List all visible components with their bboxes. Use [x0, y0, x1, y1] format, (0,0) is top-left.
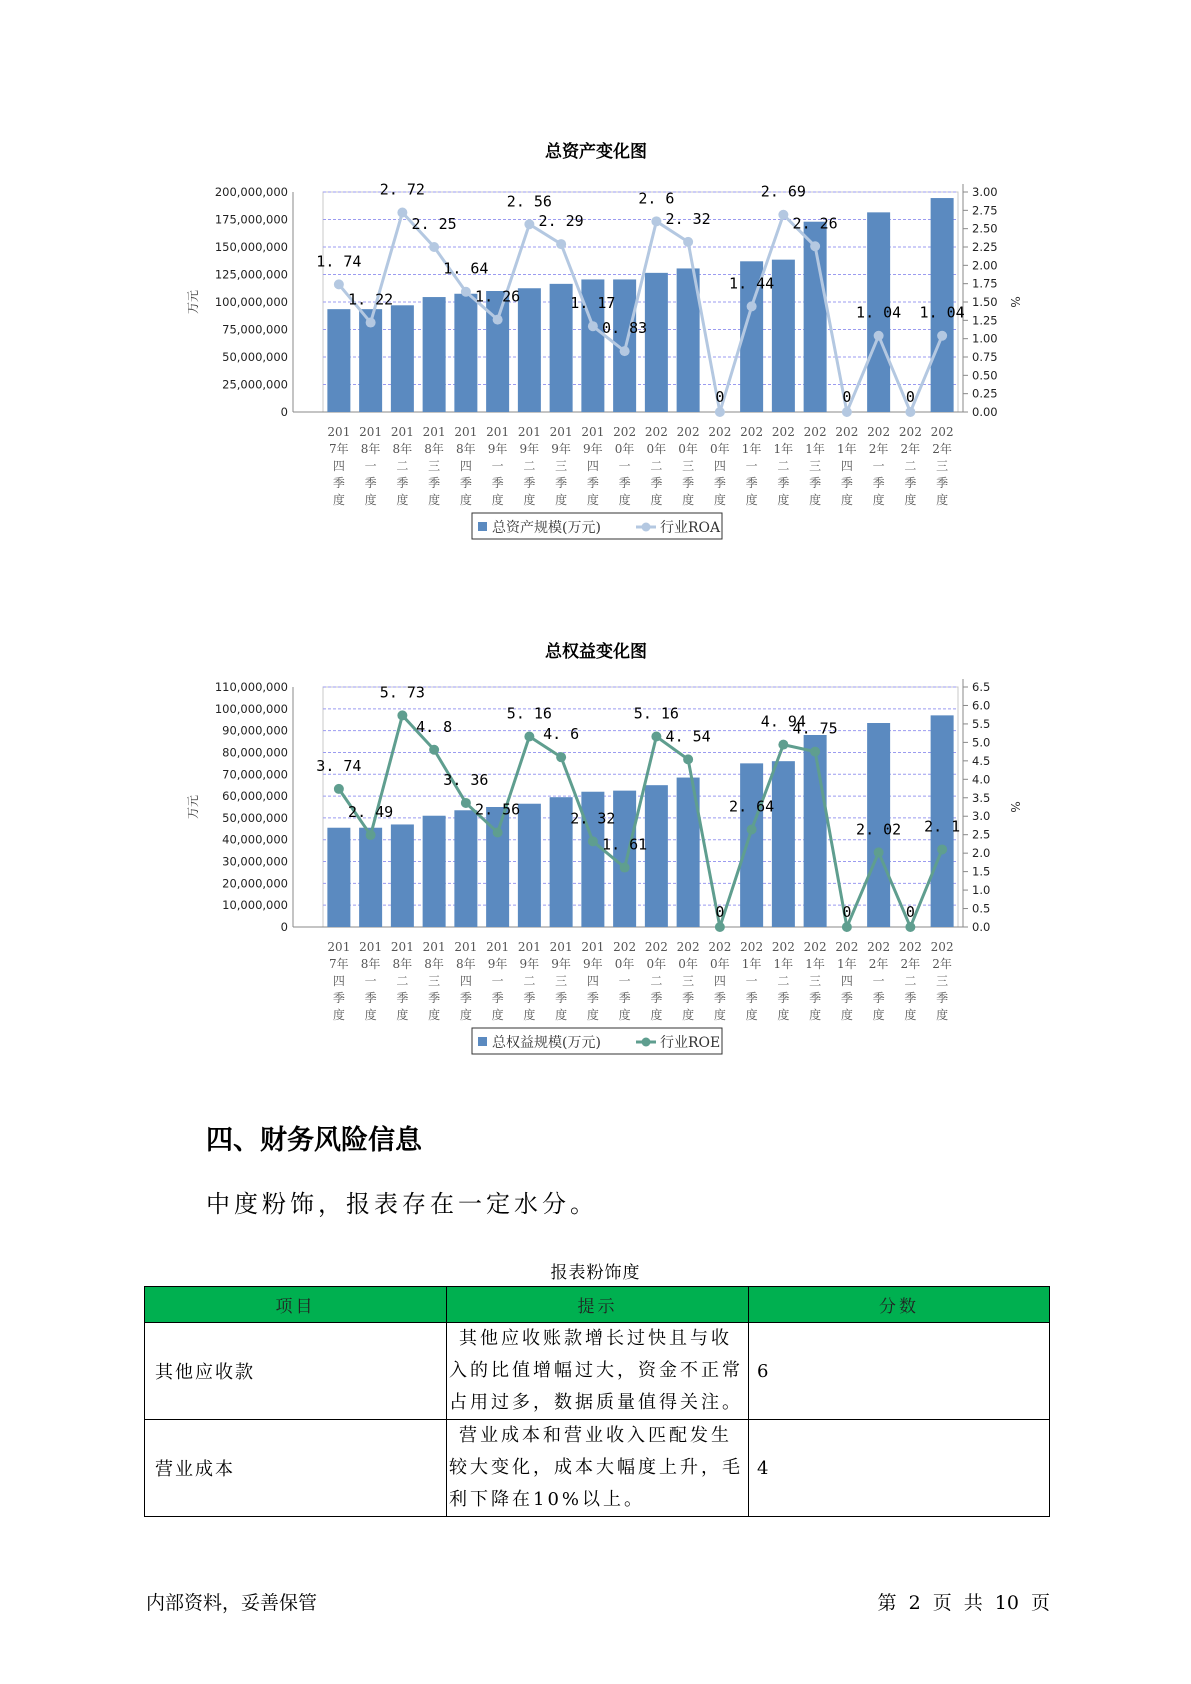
data-label: 4. 75 — [792, 719, 838, 738]
data-label: 1. 26 — [475, 287, 521, 306]
line-point — [810, 241, 820, 251]
line-point — [874, 847, 884, 857]
x-tick-label: 202 2年三季度 — [930, 940, 954, 1022]
chart-title: 总资产变化图 — [545, 142, 647, 162]
x-tick-label: 202 1年四季度 — [835, 425, 859, 507]
plot-group — [186, 679, 1022, 1054]
y-tick-label: 30,000,000 — [222, 854, 288, 869]
y2-tick-label: 3.00 — [972, 185, 998, 199]
data-label: 2. 56 — [506, 192, 552, 211]
line-point — [397, 710, 407, 720]
x-tick-label: 202 1年三季度 — [803, 425, 827, 507]
bar — [772, 761, 795, 927]
y2-tick-label: 3.0 — [972, 809, 991, 824]
chart-title: 总权益变化图 — [545, 642, 647, 662]
y-tick-label: 100,000,000 — [214, 295, 288, 309]
footer-page-number: 第 2 页 共 10 页 — [877, 1592, 1050, 1614]
line-point — [651, 216, 661, 226]
bar — [613, 791, 636, 927]
line-point — [461, 287, 471, 297]
y2-tick-label: 2.75 — [972, 203, 998, 218]
line-point — [524, 219, 534, 229]
line-point — [429, 745, 439, 755]
x-tick-label: 201 9年一季度 — [486, 940, 510, 1022]
data-label: 2. 32 — [570, 809, 616, 828]
line-point — [429, 242, 439, 252]
data-label: 1. 17 — [570, 294, 616, 313]
y2-tick-label: 1.00 — [972, 331, 998, 346]
data-label: 4. 8 — [416, 717, 453, 736]
x-tick-label: 201 8年一季度 — [359, 425, 383, 507]
x-tick-label: 202 0年一季度 — [613, 425, 637, 507]
data-label: 0 — [905, 903, 915, 921]
x-tick-label: 201 9年二季度 — [517, 940, 541, 1022]
legend-bar-swatch — [478, 522, 487, 531]
data-label: 1. 04 — [919, 303, 965, 322]
legend-line-marker — [642, 523, 651, 532]
line-point — [747, 825, 757, 835]
data-label: 2. 49 — [348, 803, 394, 822]
y-tick-label: 0 — [280, 920, 288, 934]
data-label: 0 — [715, 903, 725, 921]
data-label: 4. 54 — [665, 727, 711, 746]
bar — [550, 284, 573, 412]
y2-axis-label: % — [1008, 296, 1022, 308]
bar — [327, 309, 350, 412]
x-tick-label: 202 2年一季度 — [867, 425, 891, 507]
line-point — [715, 922, 725, 932]
data-label: 5. 73 — [379, 683, 425, 702]
data-label: 2. 32 — [665, 209, 711, 228]
x-tick-label: 201 9年一季度 — [486, 425, 510, 507]
line-point — [366, 830, 376, 840]
x-tick-label: 201 7年四季度 — [327, 940, 351, 1022]
data-label: 5. 16 — [506, 704, 552, 723]
header-item: 项目 — [145, 1287, 447, 1323]
line-point — [334, 279, 344, 289]
x-tick-label: 202 1年一季度 — [740, 940, 764, 1022]
bar — [740, 763, 763, 927]
line-point — [397, 208, 407, 218]
y-tick-label: 50,000,000 — [222, 810, 288, 825]
line-point — [715, 407, 725, 417]
x-tick-label: 202 2年三季度 — [930, 425, 954, 507]
y-tick-label: 20,000,000 — [222, 876, 288, 891]
line-point — [810, 747, 820, 757]
cell-item: 营业成本 — [145, 1420, 447, 1517]
y-tick-label: 0 — [280, 405, 288, 419]
data-label: 0 — [715, 388, 725, 406]
x-tick-label: 202 1年四季度 — [835, 940, 859, 1022]
x-tick-label: 201 8年四季度 — [454, 425, 478, 507]
y2-tick-label: 1.50 — [972, 295, 998, 309]
line-point — [937, 844, 947, 854]
x-tick-label: 201 8年四季度 — [454, 940, 478, 1022]
line-point — [874, 331, 884, 341]
line-point — [683, 237, 693, 247]
legend-line-label: 行业ROE — [660, 1035, 721, 1051]
legend-bar-label: 总资产规模(万元) — [492, 520, 601, 536]
line-point — [524, 731, 534, 741]
line-point — [905, 407, 915, 417]
y2-tick-label: 4.0 — [972, 772, 991, 787]
data-label: 3. 74 — [316, 756, 362, 775]
y2-tick-label: 2.25 — [972, 240, 998, 254]
y-tick-label: 175,000,000 — [214, 212, 288, 227]
y-tick-label: 125,000,000 — [214, 267, 288, 282]
x-tick-label: 202 2年二季度 — [898, 940, 922, 1022]
y-tick-label: 40,000,000 — [222, 832, 288, 847]
bar — [423, 816, 446, 927]
header-score: 分数 — [749, 1287, 1050, 1323]
y2-tick-label: 6.0 — [972, 698, 991, 713]
x-tick-label: 201 8年二季度 — [390, 425, 414, 507]
x-tick-label: 201 7年四季度 — [327, 425, 351, 507]
line-point — [651, 731, 661, 741]
line-point — [905, 922, 915, 932]
table-caption: 报表粉饰度 — [550, 1263, 641, 1283]
legend-bar-swatch — [478, 1037, 487, 1046]
data-label: 1. 44 — [729, 274, 775, 293]
x-tick-label: 201 9年四季度 — [581, 425, 605, 507]
cell-item: 其他应收款 — [145, 1323, 447, 1420]
bar — [772, 260, 795, 412]
y2-tick-label: 2.00 — [972, 258, 998, 273]
line-point — [842, 922, 852, 932]
total-equity-chart — [0, 630, 1191, 1130]
data-label: 3. 36 — [443, 770, 489, 789]
y2-tick-label: 3.5 — [972, 790, 991, 805]
y2-axis-label: % — [1008, 801, 1022, 813]
x-tick-label: 202 2年二季度 — [898, 425, 922, 507]
bar — [518, 288, 541, 412]
data-label: 2. 29 — [538, 212, 584, 231]
y-tick-label: 60,000,000 — [222, 789, 288, 804]
cell-score: 4 — [749, 1420, 1050, 1517]
y-tick-label: 100,000,000 — [214, 701, 288, 716]
y2-tick-label: 0.00 — [972, 405, 998, 419]
data-label: 1. 74 — [316, 252, 362, 271]
bar — [518, 804, 541, 927]
x-tick-label: 202 1年一季度 — [740, 425, 764, 507]
x-tick-label: 202 0年三季度 — [676, 940, 700, 1022]
x-tick-label: 202 0年一季度 — [613, 940, 637, 1022]
y-tick-label: 10,000,000 — [222, 898, 288, 913]
legend-line-label: 行业ROA — [660, 520, 721, 536]
data-label: 5. 16 — [633, 704, 679, 723]
line-point — [556, 239, 566, 249]
bar — [645, 273, 668, 412]
line-point — [556, 752, 566, 762]
y2-tick-label: 6.5 — [972, 680, 991, 694]
y2-tick-label: 0.50 — [972, 368, 998, 383]
line-point — [588, 321, 598, 331]
line-point — [620, 863, 630, 873]
y2-tick-label: 0.75 — [972, 350, 998, 364]
data-label: 2. 6 — [638, 189, 675, 208]
total-equity-chart-svg — [0, 630, 1191, 1100]
y2-tick-label: 5.0 — [972, 735, 991, 750]
y2-tick-label: 0.5 — [972, 901, 991, 916]
total-assets-chart — [0, 130, 1191, 630]
x-tick-label: 202 0年四季度 — [708, 940, 732, 1022]
y-tick-label: 90,000,000 — [222, 723, 288, 738]
window-dressing-table — [144, 1286, 1050, 1517]
table-row — [145, 1420, 1050, 1517]
data-label: 1. 04 — [856, 303, 902, 322]
bar — [550, 797, 573, 927]
line-point — [620, 346, 630, 356]
bar — [645, 785, 668, 927]
table-row — [145, 1323, 1050, 1420]
data-label: 4. 6 — [543, 725, 580, 744]
y2-tick-label: 1.25 — [972, 313, 998, 328]
x-tick-label: 201 9年三季度 — [549, 940, 573, 1022]
y-tick-label: 70,000,000 — [222, 767, 288, 782]
line-point — [461, 798, 471, 808]
line-point — [493, 315, 503, 325]
line-point — [778, 740, 788, 750]
bar — [454, 294, 477, 412]
section-heading: 四、财务风险信息 — [206, 1125, 422, 1156]
footer-confidential: 内部资料，妥善保管 — [146, 1592, 318, 1614]
x-tick-label: 202 0年二季度 — [644, 940, 668, 1022]
bar — [359, 828, 382, 927]
y-tick-label: 25,000,000 — [222, 377, 288, 392]
line-point — [493, 827, 503, 837]
cell-tip: 营业成本和营业收入匹配发生较大变化，成本大幅度上升，毛利下降在10%以上。 — [447, 1420, 749, 1517]
y-axis-label: 万元 — [186, 289, 200, 315]
y2-tick-label: 2.0 — [972, 846, 991, 861]
total-assets-chart-svg — [0, 130, 1191, 600]
cell-tip: 其他应收账款增长过快且与收入的比值增幅过大，资金不正常占用过多，数据质量值得关注。 — [447, 1323, 749, 1420]
bar — [454, 810, 477, 927]
data-label: 0 — [842, 903, 852, 921]
bar — [804, 735, 827, 927]
section-summary: 中度粉饰，报表存在一定水分。 — [206, 1190, 598, 1218]
header-tip: 提示 — [447, 1287, 749, 1323]
y-tick-label: 150,000,000 — [214, 240, 288, 254]
table-header-row — [145, 1287, 1050, 1323]
bar — [391, 824, 414, 927]
data-label: 0 — [905, 388, 915, 406]
cell-score: 6 — [749, 1323, 1050, 1420]
x-tick-label: 202 0年二季度 — [644, 425, 668, 507]
legend-bar-label: 总权益规模(万元) — [492, 1035, 601, 1051]
data-label: 2. 64 — [729, 797, 775, 816]
x-tick-label: 201 9年二季度 — [517, 425, 541, 507]
y2-tick-label: 0.0 — [972, 920, 991, 934]
line-point — [683, 754, 693, 764]
x-tick-label: 201 9年三季度 — [549, 425, 573, 507]
data-label: 2. 56 — [475, 800, 521, 819]
y2-tick-label: 1.75 — [972, 276, 998, 291]
y-tick-label: 110,000,000 — [214, 680, 288, 694]
data-label: 1. 22 — [348, 290, 394, 309]
y-tick-label: 80,000,000 — [222, 745, 288, 760]
y2-tick-label: 1.0 — [972, 883, 991, 898]
y2-tick-label: 1.5 — [972, 864, 991, 879]
data-label: 2. 25 — [411, 215, 457, 233]
bar — [391, 305, 414, 412]
x-tick-label: 202 1年二季度 — [771, 940, 795, 1022]
line-point — [842, 407, 852, 417]
x-tick-label: 202 1年三季度 — [803, 940, 827, 1022]
line-point — [588, 836, 598, 846]
data-label: 2. 02 — [856, 820, 902, 839]
line-point — [778, 210, 788, 220]
y2-tick-label: 2.5 — [972, 827, 991, 842]
y-tick-label: 200,000,000 — [214, 185, 288, 199]
data-label: 1. 61 — [602, 835, 648, 854]
x-tick-label: 201 8年三季度 — [422, 425, 446, 507]
x-tick-label: 202 1年二季度 — [771, 425, 795, 507]
y2-tick-label: 2.50 — [972, 221, 998, 236]
y2-tick-label: 5.5 — [972, 716, 991, 731]
data-label: 1. 64 — [443, 259, 489, 278]
y-axis-label: 万元 — [186, 794, 200, 820]
y2-tick-label: 4.5 — [972, 753, 991, 768]
x-tick-label: 201 8年一季度 — [359, 940, 383, 1022]
bar — [486, 291, 509, 412]
line-point — [366, 318, 376, 328]
x-tick-label: 201 9年四季度 — [581, 940, 605, 1022]
bar — [423, 297, 446, 412]
data-label: 2. 72 — [379, 180, 425, 199]
x-tick-label: 202 2年一季度 — [867, 940, 891, 1022]
x-tick-label: 202 0年四季度 — [708, 425, 732, 507]
data-label: 4. 94 — [760, 712, 806, 731]
data-label: 2. 26 — [792, 214, 838, 233]
line-point — [334, 784, 344, 794]
data-label: 2. 69 — [760, 182, 806, 201]
x-tick-label: 201 8年三季度 — [422, 940, 446, 1022]
data-label: 0 — [842, 388, 852, 406]
y-tick-label: 50,000,000 — [222, 350, 288, 364]
line-point — [937, 331, 947, 341]
y-tick-label: 75,000,000 — [222, 322, 288, 337]
legend-line-marker — [642, 1038, 651, 1047]
y2-tick-label: 0.25 — [972, 386, 998, 401]
x-tick-label: 201 8年二季度 — [390, 940, 414, 1022]
bar — [327, 828, 350, 927]
x-tick-label: 202 0年三季度 — [676, 425, 700, 507]
line-point — [747, 301, 757, 311]
data-label: 0. 83 — [602, 319, 648, 338]
data-label: 2. 1 — [924, 817, 961, 836]
